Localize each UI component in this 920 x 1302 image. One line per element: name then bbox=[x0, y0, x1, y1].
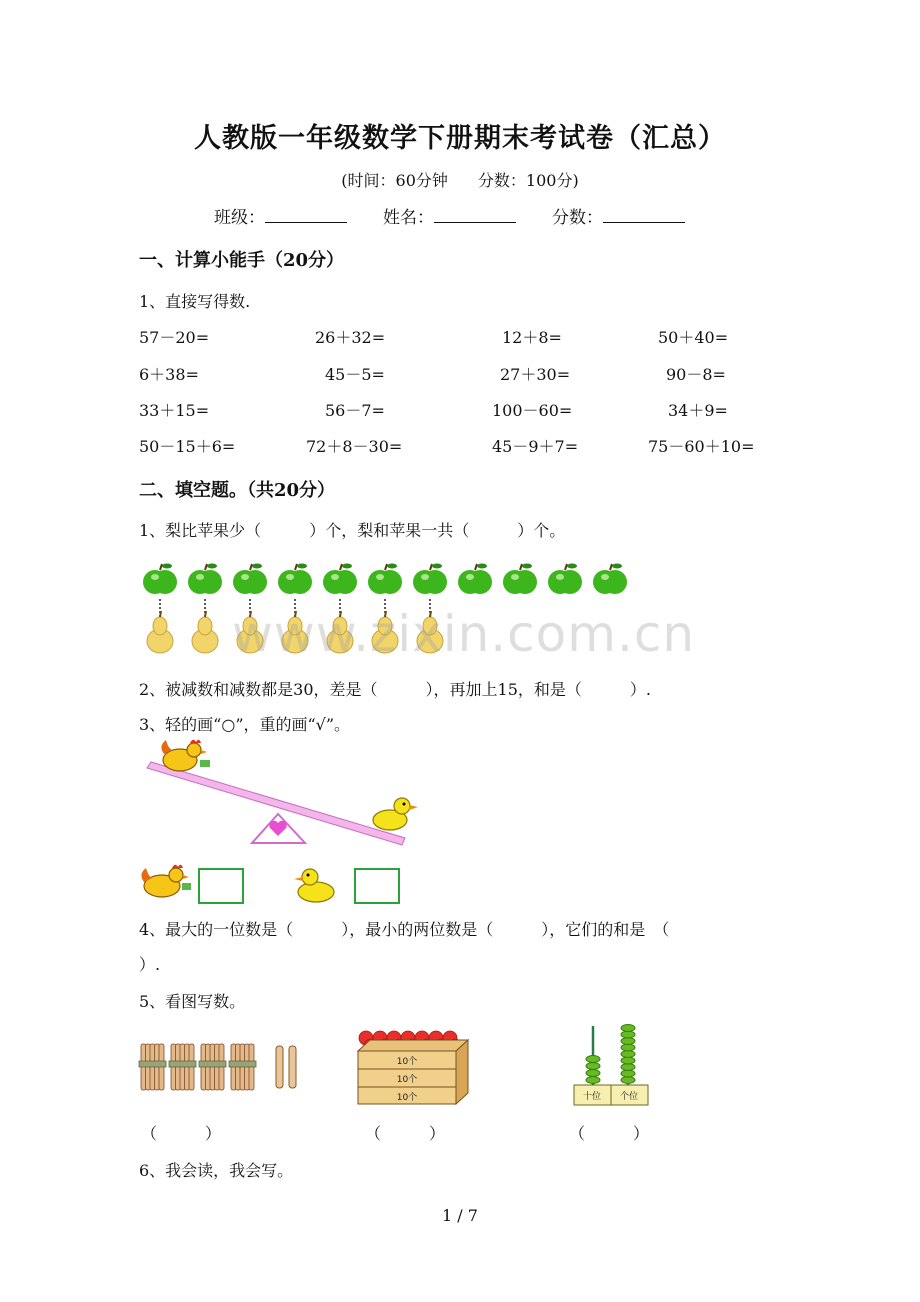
exercise: 12＋8= bbox=[502, 328, 562, 347]
page-title: 人教版一年级数学下册期末考试卷（汇总） bbox=[194, 123, 726, 154]
q2-1-text-c: ）个。 bbox=[517, 521, 566, 540]
bead bbox=[621, 1044, 635, 1051]
exercise: 57－20= bbox=[139, 328, 210, 347]
stick-bundles bbox=[139, 1044, 256, 1090]
section-2-heading: 二、填空题。（共20分） bbox=[139, 480, 336, 501]
exercise: 45－9＋7= bbox=[492, 437, 579, 456]
exercise: 90－8= bbox=[666, 365, 726, 384]
q2-2-text-a: 2、被减数和减数都是30，差是（ bbox=[139, 680, 378, 699]
answer-paren[interactable]: （ ） bbox=[365, 1124, 446, 1143]
name-label: 姓名： bbox=[383, 208, 434, 228]
exercise: 56－7= bbox=[325, 401, 385, 420]
question-1-1: 1、直接写得数. bbox=[139, 292, 251, 311]
bead bbox=[621, 1038, 635, 1045]
section-1-heading: 一、计算小能手（20分） bbox=[139, 250, 345, 271]
bead bbox=[586, 1056, 600, 1063]
exercise: 75－60＋10= bbox=[648, 437, 755, 456]
crate-label: 10个 bbox=[396, 1075, 418, 1085]
abacus-tens-label: 十位 bbox=[582, 1092, 602, 1102]
bead bbox=[586, 1063, 600, 1070]
abacus-ones-label: 个位 bbox=[619, 1092, 639, 1102]
single-stick bbox=[289, 1046, 296, 1088]
crate-label: 10个 bbox=[396, 1057, 418, 1067]
stick-bundle bbox=[169, 1044, 196, 1090]
abacus bbox=[574, 1025, 648, 1106]
stick-bundle bbox=[139, 1044, 166, 1090]
q2-1-text-a: 1、梨比苹果少（ bbox=[139, 521, 262, 540]
bead bbox=[621, 1051, 635, 1058]
exercise: 72＋8－30= bbox=[306, 437, 403, 456]
question-2-5: 5、看图写数。 bbox=[139, 992, 246, 1011]
stick-bundle bbox=[199, 1044, 226, 1090]
bead bbox=[621, 1025, 635, 1032]
exercise: 33＋15= bbox=[139, 401, 210, 420]
exercise: 50－15＋6= bbox=[139, 437, 236, 456]
exercise: 100－60= bbox=[492, 401, 573, 420]
bead bbox=[586, 1077, 600, 1084]
question-2-3: 3、轻的画“○”，重的画“√”。 bbox=[139, 715, 351, 734]
apple-crate bbox=[358, 1031, 468, 1104]
q2-2-text-c: ）. bbox=[629, 680, 652, 699]
bead bbox=[621, 1077, 635, 1084]
q2-2-text-b: ），再加上15，和是（ bbox=[425, 680, 582, 699]
exercise: 50＋40= bbox=[658, 328, 729, 347]
q2-4-text-c: ），它们的和是 （ bbox=[541, 920, 670, 939]
watermark: www.zixin.com.cn bbox=[232, 605, 696, 663]
crate-label: 10个 bbox=[396, 1093, 418, 1103]
bead bbox=[621, 1064, 635, 1071]
exercise: 26＋32= bbox=[315, 328, 386, 347]
page-number: 1 / 7 bbox=[442, 1206, 478, 1225]
answer-paren[interactable]: （ ） bbox=[141, 1124, 222, 1143]
q2-4-text-b: ），最小的两位数是（ bbox=[341, 920, 494, 939]
exam-total-score: 分数：100分) bbox=[477, 171, 579, 190]
exercise: 34＋9= bbox=[668, 401, 728, 420]
question-2-6: 6、我会读，我会写。 bbox=[139, 1161, 294, 1180]
class-label: 班级： bbox=[214, 208, 265, 228]
stick-bundle bbox=[229, 1044, 256, 1090]
single-stick bbox=[276, 1046, 283, 1088]
exercise: 27＋30= bbox=[500, 365, 571, 384]
score-label: 分数： bbox=[552, 208, 603, 228]
bead bbox=[621, 1057, 635, 1064]
exercise: 6＋38= bbox=[139, 365, 199, 384]
bead bbox=[621, 1070, 635, 1077]
q2-1-text-b: ）个，梨和苹果一共（ bbox=[309, 521, 470, 540]
q2-4-text-a: 4、最大的一位数是（ bbox=[139, 920, 294, 939]
question-2-4-cont: ）. bbox=[139, 955, 161, 974]
exam-time: (时间：60分钟 bbox=[341, 171, 448, 190]
answer-paren[interactable]: （ ） bbox=[569, 1124, 650, 1143]
bead bbox=[586, 1070, 600, 1077]
bead bbox=[621, 1031, 635, 1038]
exercise: 45－5= bbox=[325, 365, 385, 384]
